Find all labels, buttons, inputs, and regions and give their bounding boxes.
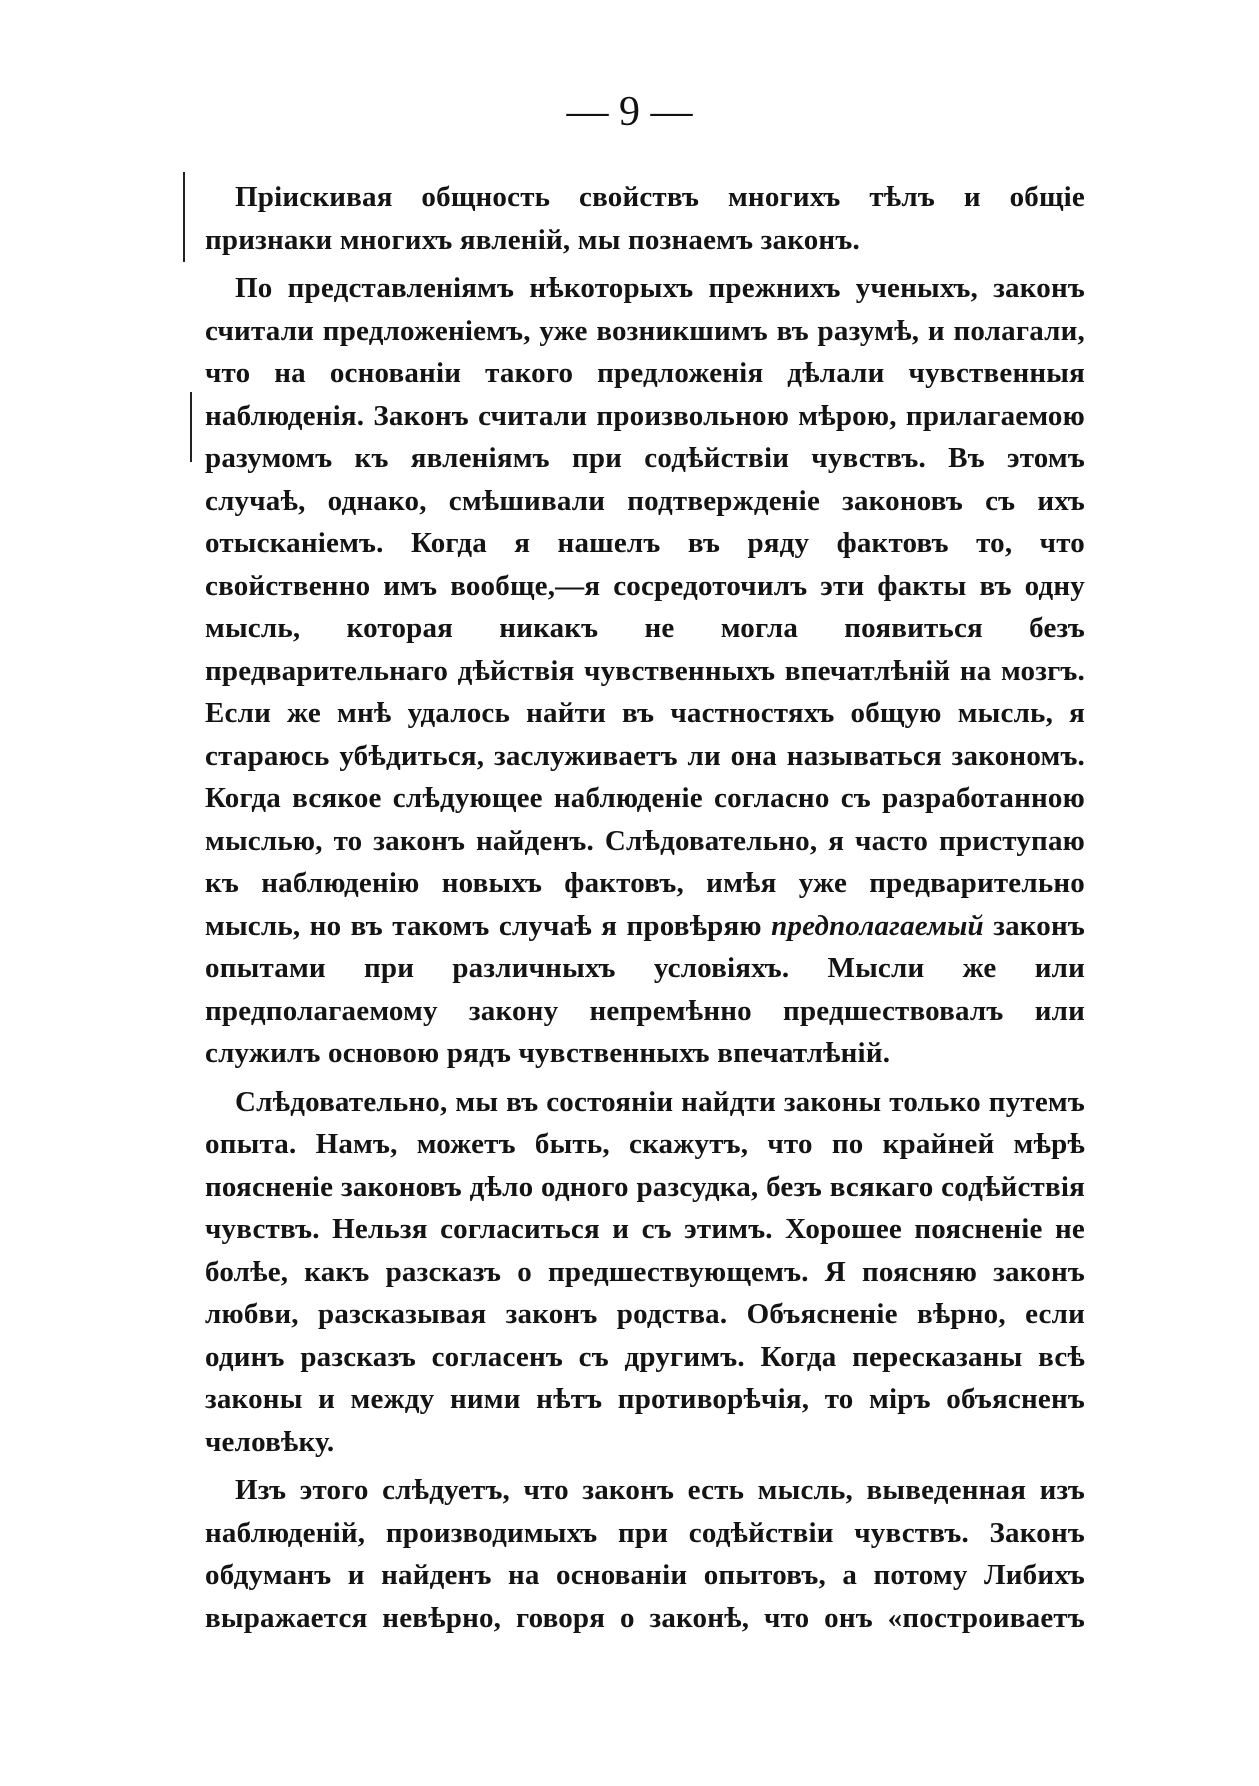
paragraph-3: Слѣдовательно, мы въ состояніи найдти законы только путемъ опыта. Намъ, можетъ быть, скажутъ, что по крайней мѣрѣ поясненіе законовъ дѣло одного разсудка, безъ всякаго содѣйствія чувствъ. Нельзя согласиться и съ этимъ. Хорошее поясненіе не болѣе, какъ разсказъ о предшествующемъ. Я поясняю законъ любви, разсказывая законъ родства. Объясненіе вѣрно, если одинъ разсказъ согласенъ съ другимъ. Когда пересказаны всѣ законы и между ними нѣтъ противорѣчія, то міръ объясненъ человѣку. bbox=[205, 1085, 1085, 1458]
paragraph-2-text: По представленіямъ нѣкоторыхъ прежнихъ ученыхъ, законъ считали предложеніемъ, уже возникшимъ въ разумѣ, и полагали, что на основаніи такого предложенія дѣлали чувственныя наблюденія. Законъ считали произвольною мѣрою, прилагаемою разумомъ къ явленіямъ при содѣйствіи чувствъ. Въ этомъ случаѣ, однако, смѣшивали подтвержденіе законовъ съ ихъ отысканіемъ. Когда я нашелъ въ ряду фактовъ то, что свойственно имъ вообще,—я сосредоточилъ эти факты въ одну мысль, которая никакъ не могла появиться безъ предварительнаго дѣйствія чувственныхъ впечатлѣній на мозгъ. Если же мнѣ удалось найти въ частностяхъ общую мысль, я стараюсь убѣдиться, заслуживаетъ ли она называться закономъ. Когда всякое слѣдующее наблюденіе согласно съ разработанною мыслью, то законъ найденъ. Слѣдовательно, я часто приступаю къ наблюденію новыхъ фактовъ, имѣя уже предварительно мысль, но въ такомъ случаѣ я провѣряю bbox=[205, 272, 1085, 942]
emphasized-word: предполагаемый bbox=[771, 909, 984, 942]
paragraph-2-text-end: законъ опытами при различныхъ условіяхъ. Мысли же или предполагаемому закону непремѣнно предшествовалъ или служилъ основою рядъ чувственныхъ впечатлѣній. bbox=[205, 909, 1086, 1069]
paragraph-4: Изъ этого слѣдуетъ, что законъ есть мысль, выведенная изъ наблюденій, производимыхъ при содѣйствіи чувствъ. Законъ обдуманъ и найденъ на основаніи опытовъ, а потому Либихъ выражается невѣрно, говоря о законѣ, что онъ «построиваетъ bbox=[205, 1474, 1085, 1634]
paragraph-1: Пріискивая общность свойствъ многихъ тѣлъ и общіе признаки многихъ явленій, мы познаемъ законъ. bbox=[205, 181, 1085, 256]
margin-mark bbox=[190, 392, 192, 462]
paragraph-2 bbox=[205, 267, 1085, 1075]
body-text bbox=[205, 176, 1085, 1639]
margin-mark bbox=[183, 172, 185, 262]
page-number: — 9 — bbox=[566, 89, 693, 135]
